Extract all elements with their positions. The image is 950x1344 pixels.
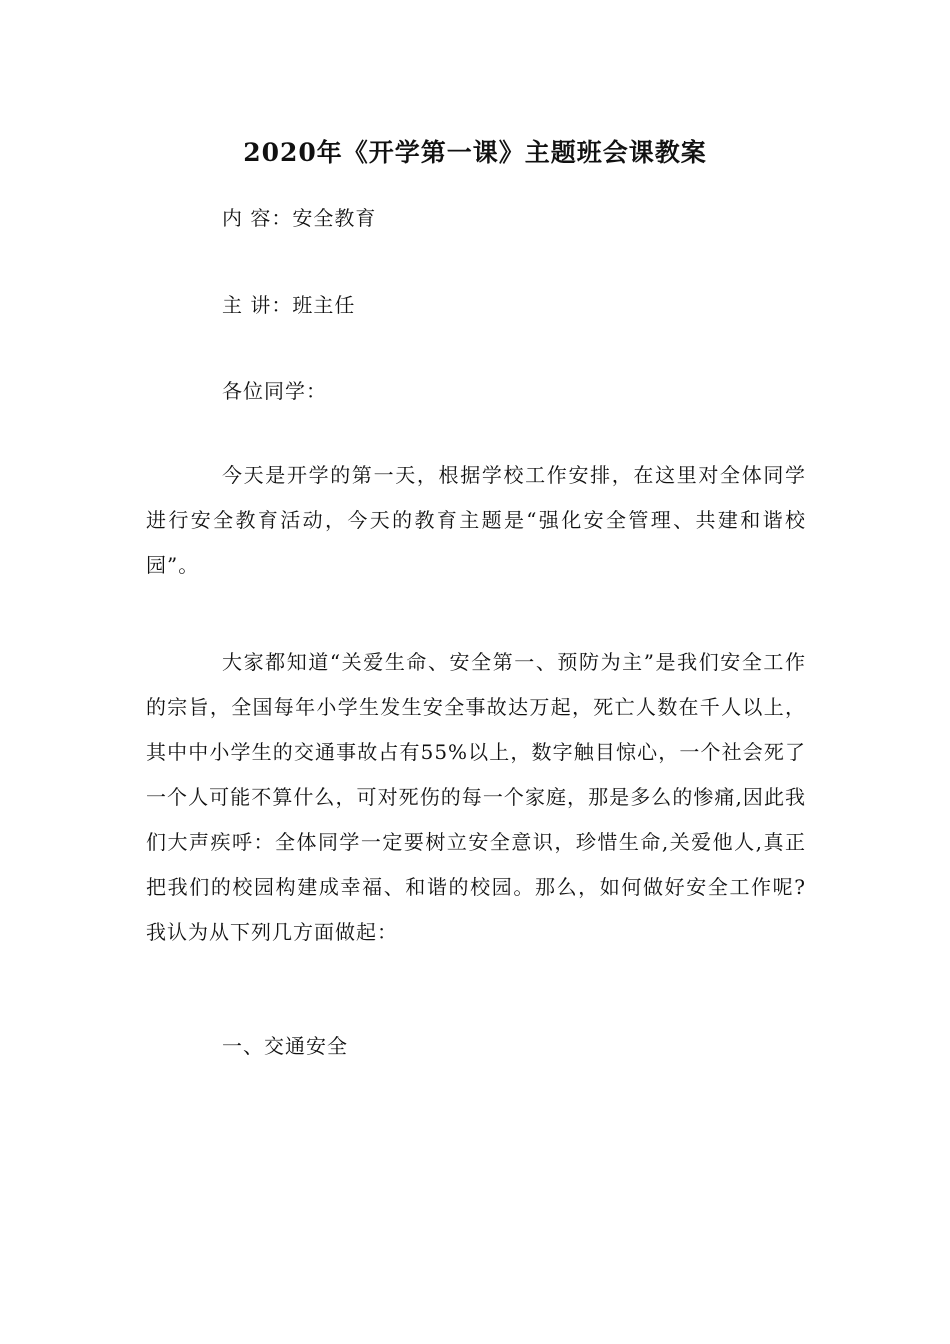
paragraph-intro: 今天是开学的第一天，根据学校工作安排，在这里对全体同学进行安全教育活动，今天的教育主题是“强化安全管理、共建和谐校园”。	[146, 463, 806, 577]
speaker-line: 主 讲：班主任	[222, 293, 356, 317]
section-heading-traffic-safety: 一、交通安全	[222, 1034, 348, 1058]
document-title: 2020年《开学第一课》主题班会课教案	[243, 138, 707, 167]
salutation: 各位同学：	[222, 379, 327, 403]
paragraph-safety-purpose: 大家都知道“关爱生命、安全第一、预防为主”是我们安全工作的宗旨，全国每年小学生发生安全事故达万起，死亡人数在千人以上，其中中小学生的交通事故占有55%以上，数字触目惊心，一个社会死了一个人可能不算什么，可对死伤的每一个家庭，那是多么的惨痛,因此我们大声疾呼：全体同学一定要树立安全意识，珍惜生命,关爱他人,真正把我们的校园构建成幸福、和谐的校园。那么，如何做好安全工作呢?我认为从下列几方面做起：	[146, 650, 806, 944]
content-line: 内 容：安全教育	[222, 206, 377, 230]
